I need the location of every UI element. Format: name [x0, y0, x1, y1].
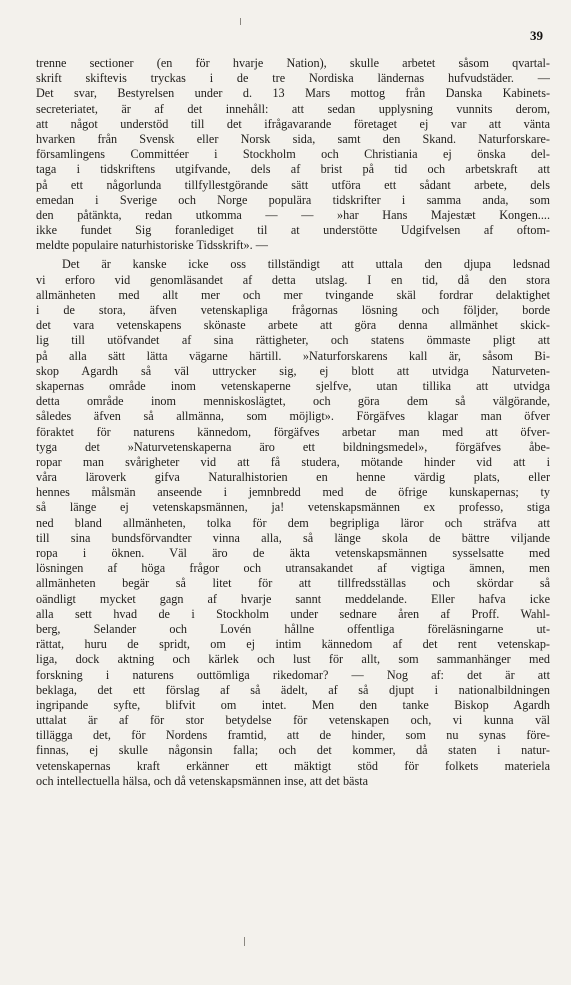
text-line: våra läroverk gifva Naturalhistorien en henne värdig plats, eller: [36, 470, 550, 485]
text-line: meldte populaire naturhistoriske Tidsskrift». —: [36, 238, 268, 253]
text-line: alla sett hvad de i Stockholm under sednare åren af Proff. Wahl-: [36, 606, 550, 621]
text-line: att något understöd till det ifrågavarande företaget ej var att vänta: [36, 116, 550, 131]
text-line: oändligt mycket gagn af hvarje sannt meddelande. Eller hafva icke: [36, 591, 550, 606]
text-line: lösningen af höga frågor och utransakandet af vigtiga ämnen, men: [36, 561, 550, 576]
text-line: ikke fundet Sig foranlediget til at understötte Udgifvelsen af oftom-: [36, 223, 550, 238]
text-line: det vara vetenskapens skönaste arbete att göra denna allmänhet skick-: [36, 318, 550, 333]
text-line: allmänheten begär så litet för att tillfredsställas och skördar så: [36, 576, 550, 591]
text-line: secreteriatet, är af det innehåll: att sedan upplysning vunnits derom,: [36, 101, 550, 116]
text-line: rättat, huru de spridt, om ej intim kännedom af det rent vetenskap-: [36, 637, 550, 652]
text-line: Det är kanske icke oss tillständigt att uttala den djupa ledsnad: [62, 257, 550, 272]
text-line: skrift skiftevis tryckas i de tre Nordiska ländernas hufvudstäder. —: [36, 71, 550, 86]
text-line: således äfven så allmänna, som möjligt». Förgäfves klagar man öfver: [36, 409, 550, 424]
text-line: ned bland allmänheten, tolka för dem begripliga läror och sträfva att: [36, 515, 550, 530]
text-line: föraktet för naturens kännedom, förgäfves arbetar man med att öfver-: [36, 424, 550, 439]
page-number: 39: [530, 28, 543, 43]
text-line: berg, Selander och Lovén hållne offentliga föreläsningarne ut-: [36, 621, 550, 636]
text-line: ropa i öknen. Väl äro de äkta vetenskapsmännen sysselsatte med: [36, 546, 550, 560]
text-line: trenne sectioner (en för hvarje Nation), skulle arbetet såsom qvartal-: [36, 56, 550, 70]
text-line: vi erforo vid genomläsandet af detta utslag. I en tid, då den stora: [36, 272, 550, 287]
text-line: ingripande syfte, blifvit om intet. Men den tanke Biskop Agardh: [36, 697, 550, 712]
margin-mark-bottom: [244, 937, 245, 946]
text-line: taga i tidskriftens utgifvande, dels af brist på tid och arbetskraft att: [36, 162, 550, 177]
text-line: hennes målsmän anseende i jemnbredd med de öfrige kunskapernas; ty: [36, 485, 550, 500]
text-line: lig till utöfvandet af sina rättigheter, och statens ömmaste pligt att: [36, 333, 550, 348]
text-line: församlingens Committéer i Stockholm och Christiania ej önska del-: [36, 147, 550, 162]
body-text: [36, 56, 550, 789]
text-line: emedan i Sverige och Norge populära tidskrifter i samma anda, som: [36, 192, 550, 207]
text-line: finnas, ej skulle någonsin falla; och det kommer, då staten i natur-: [36, 743, 550, 758]
text-line: den påtänkta, redan utkomma — — »har Hans Majestæt Kongen....: [36, 207, 550, 222]
text-line: och intellectuella hälsa, och då vetenskapsmännen inse, att det bästa: [36, 773, 368, 788]
text-line: skop Agardh så väl uttrycker sig, ej blott att utvidga Naturveten-: [36, 363, 550, 378]
paragraph: [36, 257, 550, 789]
margin-mark-top: [240, 18, 241, 25]
text-line: liga, dock aktning och kärlek och lust för allt, som sammanhänger med: [36, 652, 550, 667]
text-line: hvarken från Svensk eller Norsk sida, samt den Skand. Naturforskare-: [36, 131, 550, 146]
text-line: i de stora, äfven vetenskapliga frågornas lösning och följder, borde: [36, 303, 550, 317]
text-line: skapernas område inom vetenskaperne sjelfve, utan tillika att utvidga: [36, 378, 550, 393]
text-line: till sina bundsförvandter vinna alla, så länge skola de bättre viljande: [36, 530, 550, 545]
text-line: allmänheten med allt mer och mer tvingande skäl fordrar delaktighet: [36, 287, 550, 302]
text-line: beklaga, det ett förslag af så ädelt, af så djupt i nationalbildningen: [36, 682, 550, 697]
text-line: Det svar, Bestyrelsen under d. 13 Mars mottog från Danska Kabinets-: [36, 86, 550, 101]
text-line: på ett någorlunda tillfyllestgörande sätt utföra ett sådant arbete, dels: [36, 177, 550, 192]
text-line: vetenskapernas kraft erkänner ett mäktigt stöd för folkets materiela: [36, 758, 550, 773]
text-line: tyga det »Naturvetenskaperna äro ett bildningsmedel», förgäfves åbe-: [36, 439, 550, 454]
text-line: på alla sätt lätta vägarne härtill. »Naturforskarens kall är, såsom Bi-: [36, 348, 550, 363]
text-line: detta område inom menniskoslägtet, och göra dem så välgörande,: [36, 394, 550, 409]
text-line: tillägga det, för Nordens framtid, att de hinder, som nu synas före-: [36, 728, 550, 743]
paragraph: [36, 56, 550, 253]
text-line: så länge ej vetenskapsmännen, ja! vetenskapsmännen ex professo, stiga: [36, 500, 550, 515]
text-line: ropar man svårigheter vid att få studera, mötande hinder vid att i: [36, 454, 550, 469]
text-line: forskning i naturens outtömliga rikedomar? — Nog af: det är att: [36, 667, 550, 682]
text-line: uttalat är af för stor betydelse för vetenskapen och, vi kunna väl: [36, 713, 550, 728]
